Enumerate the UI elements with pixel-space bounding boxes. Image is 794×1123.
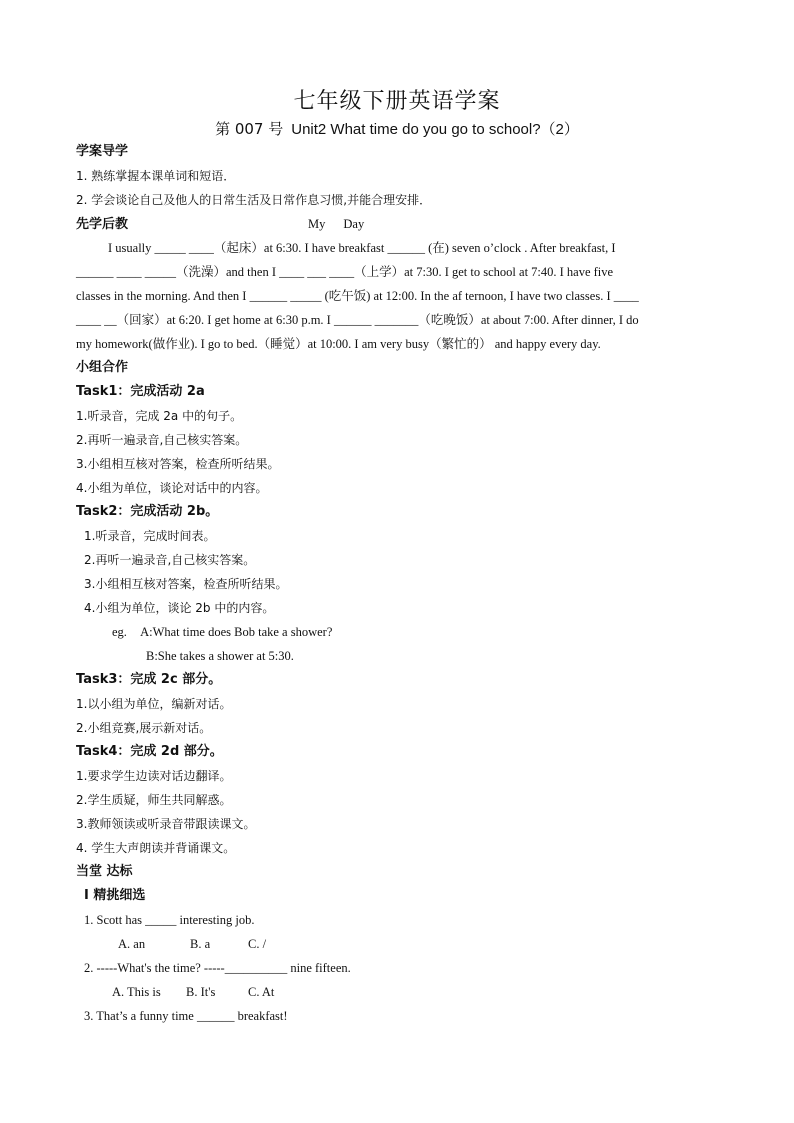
passage-line: I usually _____ ____（起床）at 6:30. I have breakfast ______ (在) seven o’clock . After breakfast, I — [108, 241, 616, 255]
task2-label: Task2：完成活动 2b。 — [76, 504, 219, 519]
question-2-options — [76, 980, 716, 1004]
example-a-row — [76, 620, 716, 644]
option: B. a — [190, 937, 211, 951]
task2-item: 2.再听一遍录音,自己核实答案。 — [84, 553, 256, 567]
passage-title-my: My — [308, 217, 326, 231]
question-1: 1. Scott has _____ interesting job. — [84, 913, 255, 927]
task3-label: Task3：完成 2c 部分。 — [76, 672, 222, 687]
passage-line: my homework(做作业). I go to bed.（睡觉）at 10:00. I am very busy（繁忙的） and happy every day. — [76, 337, 601, 351]
task2-item: 4.小组为单位，谈论 2b 中的内容。 — [84, 601, 275, 615]
task2-item: 1.听录音，完成时间表。 — [84, 529, 216, 543]
example-a: A:What time does Bob take a shower? — [140, 625, 333, 639]
question-2: 2. -----What's the time? -----__________ nine fifteen. — [84, 961, 351, 975]
example-b: B:She takes a shower at 5:30. — [146, 649, 294, 663]
task4-item: 1.要求学生边读对话边翻译。 — [76, 769, 232, 783]
passage-line: ______ ____ _____（洗澡）and then I ____ ___ ____（上学）at 7:30. I get to school at 7:40. I have five — [76, 265, 614, 279]
option: A. This is — [112, 985, 161, 999]
guide-item: 1. 熟练掌握本课单词和短语． — [76, 169, 236, 183]
task1-label: Task1：完成活动 2a — [76, 384, 205, 399]
task1-item: 1.听录音，完成 2a 中的句子。 — [76, 409, 243, 423]
option: C. / — [248, 937, 267, 951]
task4-label: Task4：完成 2d 部分。 — [76, 744, 223, 759]
worksheet-body — [76, 140, 716, 1028]
page-title: 七年级下册英语学案 — [293, 89, 501, 114]
practice-heading: 当堂 达标 — [76, 864, 133, 879]
task1-item: 2.再听一遍录音,自己核实答案。 — [76, 433, 248, 447]
passage-line: classes in the morning. And then I ______ _____ (吃午饭) at 12:00. In the af ternoon, I have two classes. I ____ — [76, 289, 639, 303]
page-subtitle — [0, 118, 794, 139]
practice-section: I 精挑细选 — [84, 888, 146, 903]
preview-heading-row — [76, 212, 716, 236]
passage-title-day: Day — [343, 217, 365, 231]
task1-item: 3.小组相互核对答案，检查所听结果。 — [76, 457, 280, 471]
task4-item: 2.学生质疑，师生共同解惑。 — [76, 793, 232, 807]
preview-heading: 先学后教 — [76, 217, 129, 232]
task3-item: 1.以小组为单位，编新对话。 — [76, 697, 232, 711]
task2-item: 3.小组相互核对答案，检查所听结果。 — [84, 577, 288, 591]
task4-item: 4. 学生大声朗读并背诵课文。 — [76, 841, 236, 855]
question-3: 3. That’s a funny time ______ breakfast! — [84, 1009, 288, 1023]
guide-heading: 学案导学 — [76, 144, 129, 159]
example-label: eg. — [112, 625, 127, 639]
option: C. At — [248, 985, 275, 999]
question-1-options — [76, 932, 716, 956]
task3-item: 2.小组竞赛,展示新对话。 — [76, 721, 212, 735]
option: B. It's — [186, 985, 216, 999]
unit-title: Unit2 What time do you go to school?（2） — [291, 121, 579, 138]
option: A. an — [118, 937, 146, 951]
task4-item: 3.教师领读或听录音带跟读课文。 — [76, 817, 256, 831]
task1-item: 4.小组为单位，谈论对话中的内容。 — [76, 481, 268, 495]
guide-item: 2. 学会谈论自己及他人的日常生活及日常作息习惯,并能合理安排． — [76, 193, 432, 207]
passage-line: ____ __（回家）at 6:20. I get home at 6:30 p.m. I ______ _______（吃晚饭）at about 7:00. After dinner, I do — [76, 313, 639, 327]
group-heading: 小组合作 — [76, 360, 129, 375]
sheet-number: 第 007 号 — [215, 120, 284, 138]
